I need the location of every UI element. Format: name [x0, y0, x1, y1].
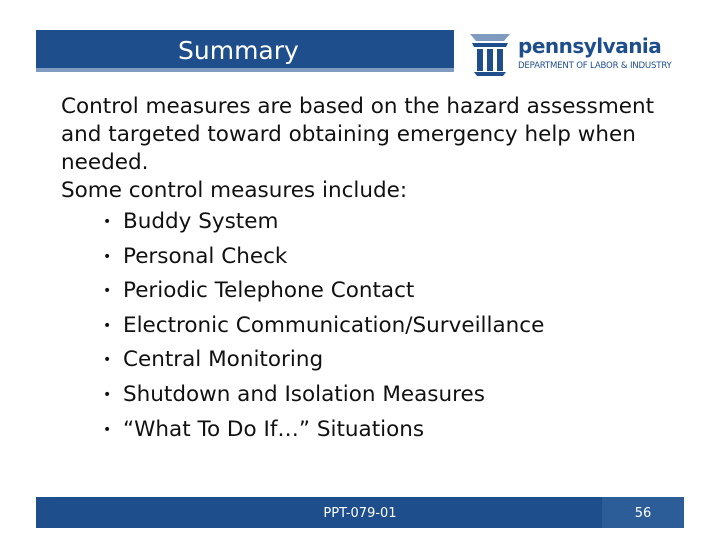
control-measures-list — [61, 205, 701, 447]
list-item-text: Electronic Communication/Surveillance — [123, 312, 545, 338]
slide-title: Summary — [178, 36, 299, 65]
list-item-text: “What To Do If…” Situations — [123, 416, 425, 442]
list-item-text: Buddy System — [123, 209, 279, 234]
bullet-icon: • — [103, 352, 112, 369]
page-number: 56 — [602, 497, 684, 528]
list-item-text: Personal Check — [123, 243, 288, 269]
bullet-icon: • — [103, 283, 112, 300]
list-item — [61, 309, 701, 344]
list-item — [61, 378, 701, 413]
bullet-icon: • — [103, 421, 112, 438]
bullet-icon: • — [103, 386, 112, 403]
bullet-icon: • — [103, 214, 112, 230]
intro-paragraph: Control measures are based on the hazard assessment and targeted toward obtaining emergency help when needed. — [61, 94, 655, 175]
list-item — [61, 240, 701, 275]
list-item-text: Shutdown and Isolation Measures — [123, 381, 485, 407]
list-item — [61, 413, 701, 448]
list-item — [61, 205, 701, 240]
footer-bar — [36, 497, 684, 528]
logo-department: DEPARTMENT OF LABOR & INDUSTRY — [518, 61, 672, 71]
bullet-icon: • — [103, 248, 112, 265]
list-item — [61, 343, 701, 378]
list-item-text: Periodic Telephone Contact — [123, 278, 415, 304]
bullet-icon: • — [103, 317, 112, 334]
title-bar — [36, 30, 454, 72]
list-intro: Some control measures include: — [61, 178, 408, 203]
slide-content — [61, 93, 701, 447]
capitol-keystone-icon — [466, 30, 514, 78]
list-item-text: Central Monitoring — [123, 347, 324, 373]
footer-code: PPT-079-01 — [323, 506, 397, 521]
list-item — [61, 274, 701, 309]
pennsylvania-logo — [466, 30, 696, 78]
logo-name: pennsylvania — [518, 34, 662, 58]
